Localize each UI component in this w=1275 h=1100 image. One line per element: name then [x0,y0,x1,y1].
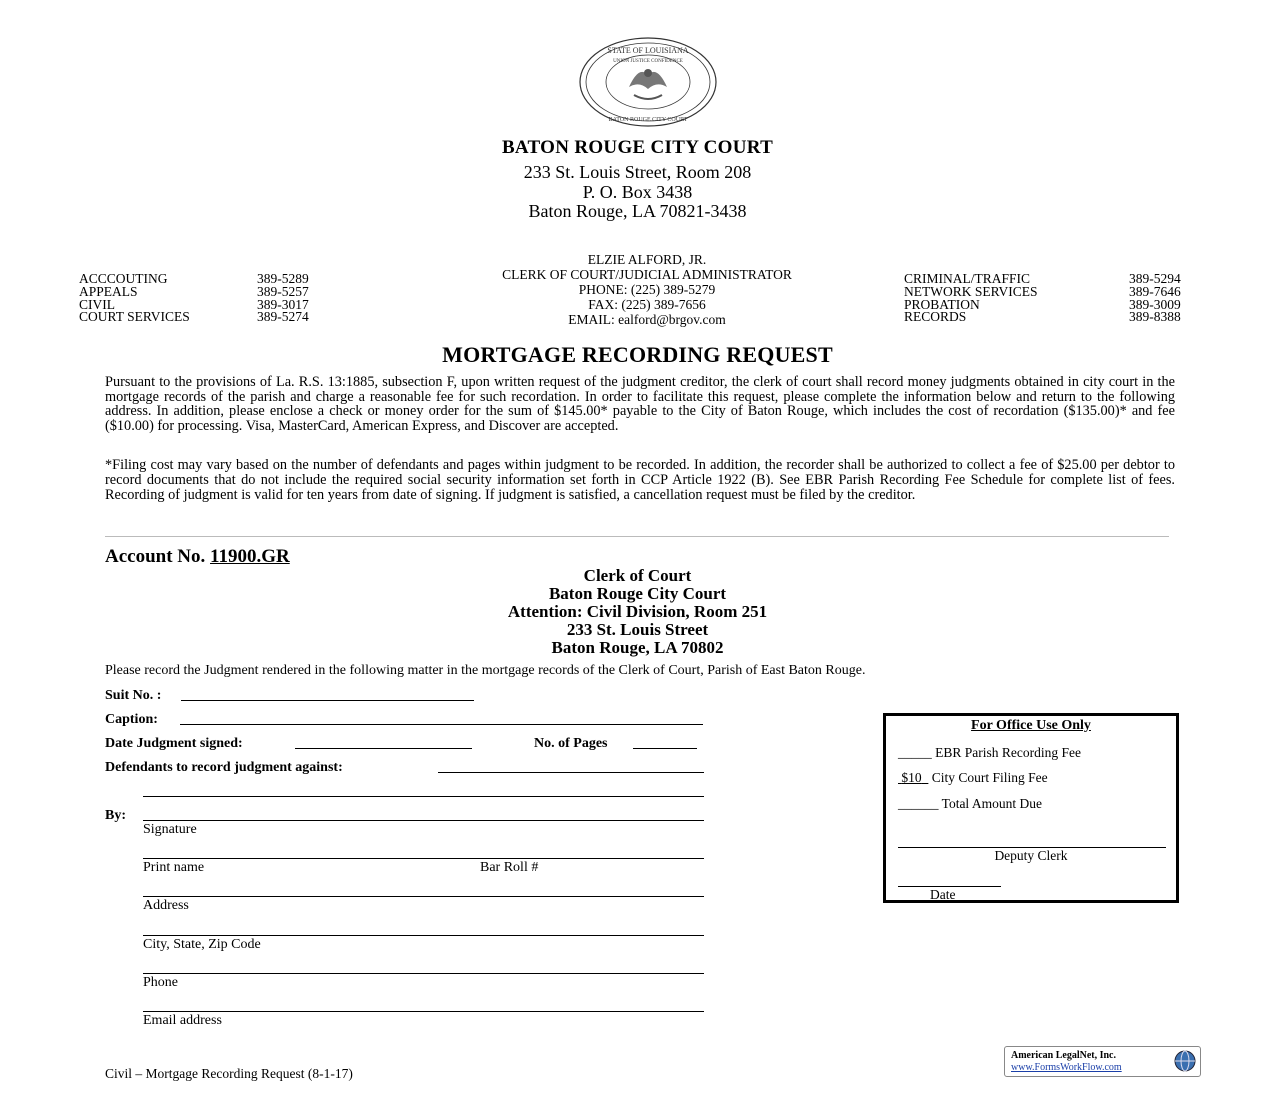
phone-field[interactable] [143,973,704,974]
no-pages-field[interactable] [633,748,697,749]
mailing-line5: Baton Rouge, LA 70802 [551,638,724,657]
court-address-line3: Baton Rouge, LA 70821-3438 [528,201,747,221]
city-fee-label: City Court Filing Fee [931,770,1048,785]
logo-url[interactable]: www.FormsWorkFlow.com [1011,1062,1122,1073]
total-label: Total Amount Due [941,796,1042,811]
dept-phone: 389-5257 [257,283,309,299]
page-title: MORTGAGE RECORDING REQUEST [442,342,833,367]
dept-name: CIVIL [79,296,115,312]
form-id: Civil – Mortgage Recording Request (8-1-17) [105,1066,353,1081]
dept-phone: 389-5289 [257,271,309,286]
print-name-label: Print name [143,860,205,875]
account-label: Account No. [105,546,206,567]
dept-name: CRIMINAL/TRAFFIC [904,271,1031,286]
divider [105,536,1169,537]
dept-row [79,311,329,324]
email-field[interactable] [143,1011,704,1012]
defendants-field-1[interactable] [438,772,704,773]
seal-outer-text: STATE OF LOUISIANA [607,46,689,55]
mailing-line4: 233 St. Louis Street [566,620,709,639]
suit-no-field[interactable] [181,700,474,701]
court-address-line1: 233 St. Louis Street, Room 208 [523,162,752,182]
mailing-line3: Attention: Civil Division, Room 251 [507,602,768,621]
mailing-line2: Baton Rouge City Court [548,584,727,603]
ebr-fee-row [898,745,1081,761]
email-label: Email address [143,1013,222,1028]
dept-phone: 389-5274 [257,309,309,325]
account-value: 11900.GR [210,546,290,567]
clerk-title: CLERK OF COURT/JUDICIAL ADMINISTRATOR [502,267,792,282]
print-name-field[interactable] [143,858,704,859]
date-label: Date [930,887,956,902]
seal-bottom-text: BATON ROUGE CITY COURT [608,117,688,123]
by-label: By: [105,808,126,823]
dept-name: COURT SERVICES [79,309,190,325]
ebr-fee-label: EBR Parish Recording Fee [935,745,1081,760]
filing-cost-note: *Filing cost may vary based on the number of defendants and pages within judgment to be recorded. In addition, the recorder shall be authorized to collect a fee of $25.00 per debtor to record documents that do not include the required social security information set forth in CCP Article 1922 (B). See EBR Parish Recording Fee Schedule for complete list of fees. Recording of judgment is valid for ten years from date of signing. If judgment is satisfied, a cancellation request must be filed by the creditor. [105,457,1175,503]
date-signed-label: Date Judgment signed: [105,736,243,751]
address-label: Address [143,898,189,913]
departments-right [904,273,1204,324]
intro-paragraph: Pursuant to the provisions of La. R.S. 13:1885, subsection F, upon written request of the judgment creditor, the clerk of court shall record money judgments obtained in city court in the mortgage records of the parish and charge a reasonable fee for such recordation. In order to facilitate this request, please complete the information below and return to the following address. In addition, please enclose a check or money order for the sum of $145.00* payable to the City of Baton Rouge, which includes the cost of recordation ($135.00)* and fee ($10.00) for processing. Visa, MasterCard, American Express, and Discover are accepted. [105,374,1175,434]
defendants-label: Defendants to record judgment against: [105,760,343,775]
caption-label: Caption: [105,712,158,727]
city-state-zip-label: City, State, Zip Code [143,937,261,952]
signature-field[interactable] [143,820,704,821]
dept-phone: 389-3017 [257,296,309,312]
dept-name: ACCCOUTING [79,271,168,286]
mailing-line1: Clerk of Court [583,566,692,585]
caption-field[interactable] [180,724,703,725]
globe-icon [1173,1049,1197,1073]
suit-no-label: Suit No. : [105,688,162,703]
clerk-email: EMAIL: ealford@brgov.com [568,312,726,327]
account-number [105,546,290,568]
logo-company: American LegalNet, Inc. [1011,1050,1116,1061]
city-fee-amount: $10 [901,770,922,785]
city-fee-row [898,770,1048,786]
dept-phone: 389-7646 [1129,283,1181,299]
louisiana-seal-icon [579,37,717,127]
dept-name: NETWORK SERVICES [904,283,1038,299]
seal-inner-text: UNION JUSTICE CONFIDENCE [613,59,683,64]
clerk-block [430,252,864,327]
office-use-box [883,713,1179,903]
no-pages-label: No. of Pages [534,736,608,751]
date-signed-field[interactable] [295,748,472,749]
defendants-field-2[interactable] [143,796,704,797]
dept-phone: 389-3009 [1129,296,1181,312]
court-name: BATON ROUGE CITY COURT [501,137,774,158]
clerk-fax: FAX: (225) 389-7656 [588,297,706,312]
office-use-title: For Office Use Only [971,718,1091,733]
total-blank[interactable]: ______ [898,796,939,811]
departments-left [79,273,329,324]
dept-phone: 389-8388 [1129,309,1181,325]
bar-roll-label: Bar Roll # [480,860,539,875]
dept-name: APPEALS [79,283,138,299]
dept-phone: 389-5294 [1129,271,1181,286]
clerk-phone: PHONE: (225) 389-5279 [578,282,716,297]
city-state-zip-field[interactable] [143,935,704,936]
court-address-line2: P. O. Box 3438 [582,182,693,202]
deputy-clerk-label: Deputy Clerk [994,848,1068,863]
address-field[interactable] [143,896,704,897]
dept-name: RECORDS [904,309,967,325]
total-row [898,796,1042,812]
phone-label: Phone [143,975,178,990]
clerk-name: ELZIE ALFORD, JR. [587,252,707,267]
signature-label: Signature [143,822,197,837]
forms-workflow-logo[interactable] [1004,1046,1201,1077]
dept-row [904,311,1204,324]
instruction-text: Please record the Judgment rendered in the following matter in the mortgage records of the Clerk of Court, Parish of East Baton Rouge. [105,663,866,678]
dept-name: PROBATION [904,296,980,312]
ebr-fee-blank[interactable]: _____ [898,745,932,760]
